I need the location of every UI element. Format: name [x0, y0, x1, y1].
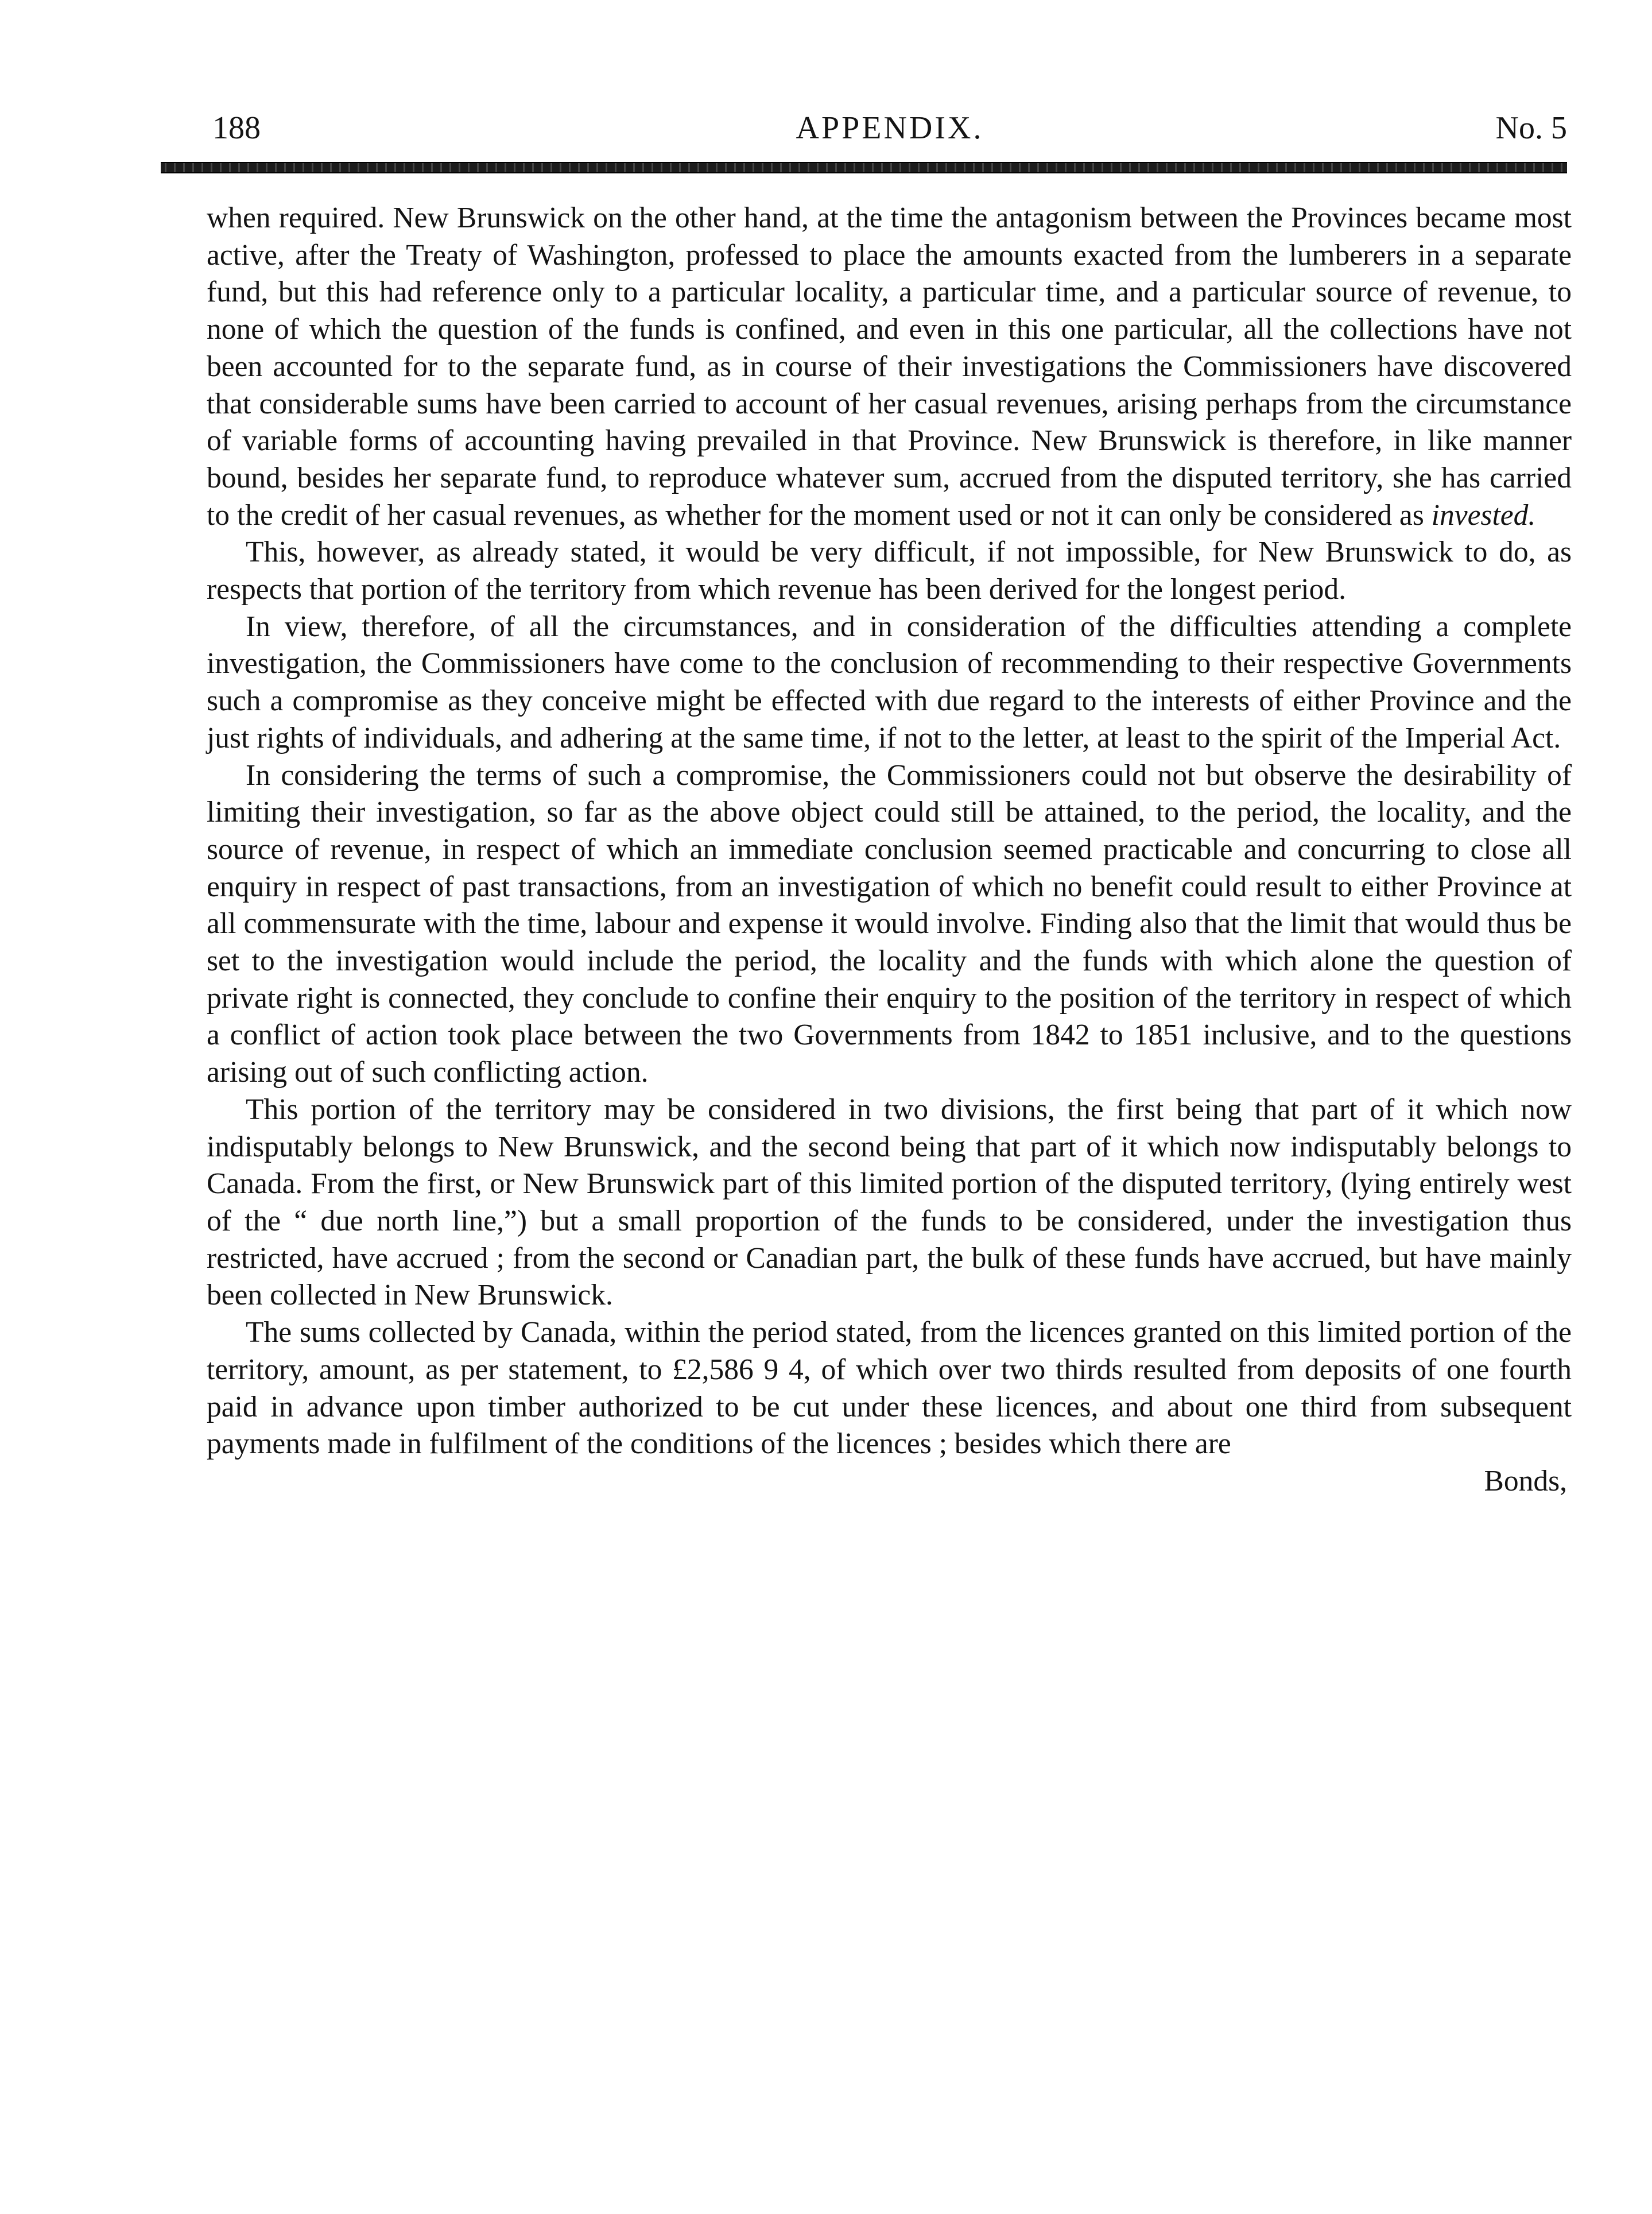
paragraph-2: This, however, as already stated, it would be very difficult, if not impossible, for New Brunswick to do, as respects that portion of the territory from which revenue has been derived for the longest period.: [207, 536, 1572, 606]
body-text: [207, 200, 1572, 1463]
paragraph-1: [207, 200, 1572, 534]
paragraph-1-emphasis: invested.: [1431, 498, 1536, 532]
appendix-number: No. 5: [1495, 110, 1567, 146]
paragraph-3: In view, therefore, of all the circumstances, and in consideration of the difficulties attending a complete investigation, the Commissioners have come to the conclusion of recommending to their respective Governments such a compromise as they conceive might be effected with due regard to the interests of either Province and the just rights of individuals, and adhering at the same time, if not to the letter, at least to the spirit of the Imperial Act.: [207, 610, 1572, 754]
section-title: APPENDIX.: [796, 110, 984, 146]
paragraph-5: This portion of the territory may be considered in two divisions, the first being that part of it which now indisputably belongs to New Brunswick, and the second being that part of it which now indisputably belongs to Canada. From the first, or New Brunswick part of this limited portion of the disputed territory, (lying entirely west of the “ due north line,”) but a small proportion of the funds to be considered, under the investigation thus restricted, have accrued ; from the second or Canadian part, the bulk of these funds have accrued, but have mainly been collected in New Brunswick.: [207, 1093, 1572, 1312]
paragraph-1-text: when required. New Brunswick on the other hand, at the time the antagonism between the Provinces became most active, after the Treaty of Washington, professed to place the amounts exacted from the lumberers in a separate fund, but this had reference only to a particular locality, a particular time, and a particular source of revenue, to none of which the question of the funds is confined, and even in this one particular, all the collections have not been accounted for to the separate fund, as in course of their investigations the Commissioners have discovered that considerable sums have been carried to account of her casual revenues, arising perhaps from the circumstance of variable forms of accounting having prevailed in that Province. New Brunswick is therefore, in like manner bound, besides her separate fund, to reproduce whatever sum, accrued from the disputed territory, she has carried to the credit of her casual revenues, as whether for the moment used or not it can only be considered as: [207, 202, 1572, 532]
header-rule: [161, 162, 1567, 173]
page-number: 188: [212, 110, 261, 146]
paragraph-6: The sums collected by Canada, within the period stated, from the licences granted on this limited portion of the territory, amount, as per statement, to £2,586 9 4, of which over two thirds resulted from deposits of one fourth paid in advance upon timber authorized to be cut under these licences, and about one third from subsequent payments made in fulfilment of the conditions of the licences ; besides which there are: [207, 1316, 1572, 1461]
catchword: Bonds,: [1484, 1465, 1567, 1497]
running-header: [212, 102, 1567, 154]
paragraph-4: In considering the terms of such a compromise, the Commissioners could not but observe the desirability of limiting their investigation, so far as the above object could still be attained, to the period, the locality, and the source of revenue, in respect of which an immediate conclusion seemed practicable and concurring to close all enquiry in respect of past transactions, from an investigation of which no benefit could result to either Province at all commensurate with the time, labour and expense it would involve. Finding also that the limit that would thus be set to the investigation would include the period, the locality and the funds with which alone the question of private right is connected, they conclude to confine their enquiry to the position of the territory in respect of which a conflict of action took place between the two Governments from 1842 to 1851 inclusive, and to the questions arising out of such conflicting action.: [207, 758, 1572, 1089]
